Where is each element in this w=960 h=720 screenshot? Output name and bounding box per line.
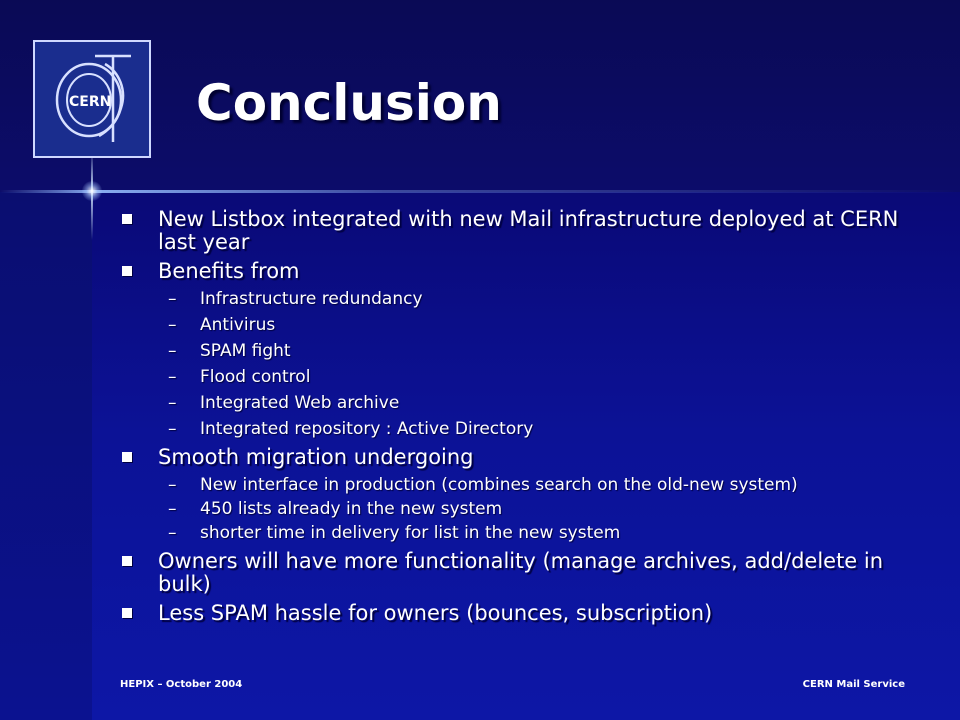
bullet-item — [120, 602, 920, 625]
dash-bullet-icon: – — [168, 315, 177, 335]
item-text: Flood control — [200, 367, 311, 387]
footer-event: HEPIX – October 2004 — [120, 679, 243, 690]
dash-bullet-icon: – — [168, 475, 177, 495]
item-text: shorter time in delivery for list in the new system — [200, 523, 621, 543]
left-band — [0, 192, 92, 720]
dash-bullet-icon: – — [168, 367, 177, 387]
sub-bullet-item — [120, 314, 920, 336]
dash-bullet-icon: – — [168, 289, 177, 309]
dash-bullet-icon: – — [168, 419, 177, 439]
sub-bullet-item — [120, 340, 920, 362]
bullet-item — [120, 260, 920, 283]
square-bullet-icon — [122, 608, 132, 618]
light-flare-horizontal — [0, 190, 960, 193]
item-text: SPAM fight — [200, 341, 291, 361]
item-text: Benefits from — [158, 259, 300, 283]
sub-bullet-item — [120, 498, 920, 520]
item-text: New interface in production (combines search on the old-new system) — [200, 475, 798, 495]
item-text: Less SPAM hassle for owners (bounces, subscription) — [158, 601, 713, 625]
light-flare-center — [82, 181, 102, 201]
cern-logo-icon — [35, 42, 149, 156]
logo-text: CERN — [69, 94, 112, 110]
item-text: Integrated Web archive — [200, 393, 400, 413]
square-bullet-icon — [122, 214, 132, 224]
bullet-item — [120, 208, 920, 254]
sub-bullet-item — [120, 392, 920, 414]
item-text: Owners will have more functionality (manage archives, add/delete in bulk) — [158, 549, 884, 596]
item-text: Infrastructure redundancy — [200, 289, 423, 309]
item-text: Integrated repository : Active Directory — [200, 419, 534, 439]
slide-title: Conclusion — [196, 74, 502, 132]
dash-bullet-icon: – — [168, 499, 177, 519]
dash-bullet-icon: – — [168, 523, 177, 543]
sub-bullet-item — [120, 288, 920, 310]
bullet-item — [120, 550, 920, 596]
square-bullet-icon — [122, 266, 132, 276]
item-text: 450 lists already in the new system — [200, 499, 503, 519]
sub-bullet-item — [120, 522, 920, 544]
bullet-list — [120, 208, 920, 625]
dash-bullet-icon: – — [168, 393, 177, 413]
sub-bullet-item — [120, 474, 920, 496]
dash-bullet-icon: – — [168, 341, 177, 361]
bullet-item — [120, 446, 920, 469]
square-bullet-icon — [122, 556, 132, 566]
footer-service: CERN Mail Service — [802, 679, 905, 690]
item-text: New Listbox integrated with new Mail infrastructure deployed at CERN last year — [158, 207, 899, 254]
sub-bullet-item — [120, 366, 920, 388]
sub-bullet-item — [120, 418, 920, 440]
item-text: Antivirus — [200, 315, 276, 335]
cern-logo — [33, 40, 151, 158]
square-bullet-icon — [122, 452, 132, 462]
item-text: Smooth migration undergoing — [158, 445, 474, 469]
